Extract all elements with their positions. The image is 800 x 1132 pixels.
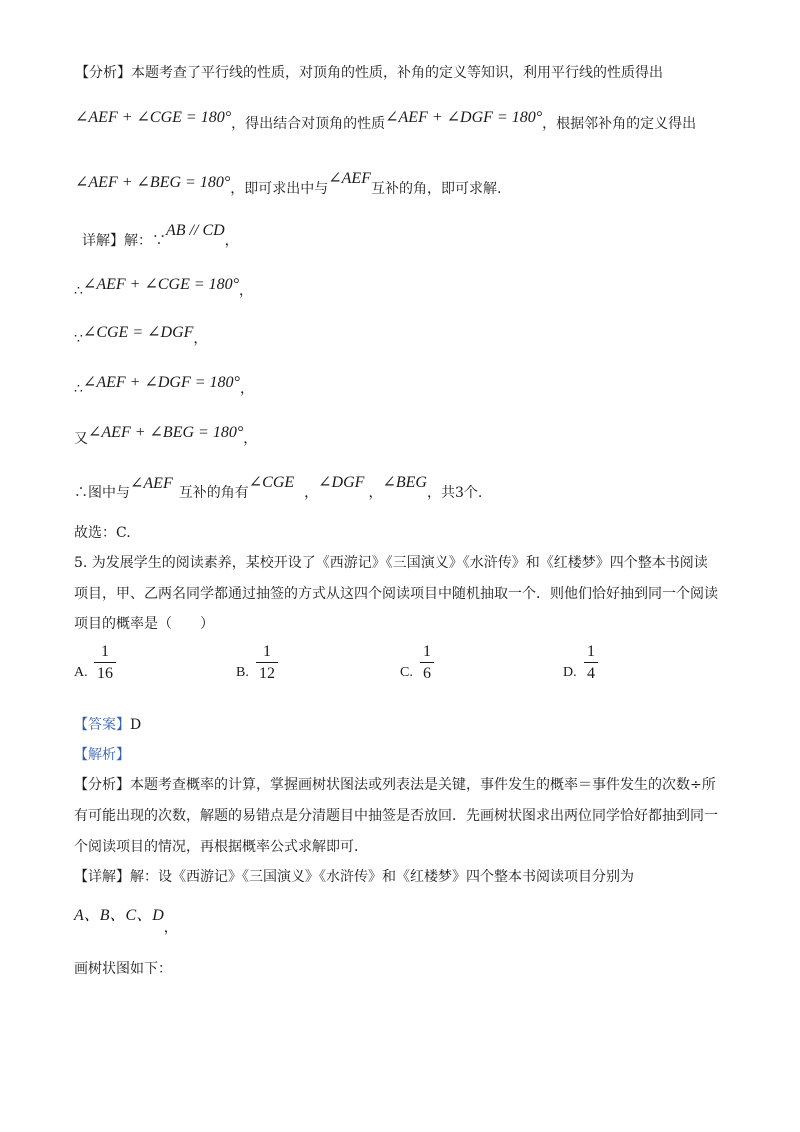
q5-abcd-line — [74, 907, 178, 936]
q4-angle-aef: ∠AEF — [130, 475, 173, 492]
q4-step2 — [74, 324, 208, 348]
q4-angle-cge: ∠CGE — [248, 474, 295, 491]
q4-step1-equation: ∠AEF + ∠CGE = 180° — [82, 276, 240, 293]
q4-step4-equation: ∠AEF + ∠BEG = 180° — [88, 424, 244, 441]
q5-tree-caption: 画树状图如下： — [74, 961, 172, 977]
q5-analysis-line2: 有可能出现的次数，解题的易错点是分清题目中抽签是否放回．先画树状图求出两位同学恰好都抽到同一 — [74, 808, 718, 824]
q5-stem-line3: 项目的概率是（ ） — [74, 616, 214, 632]
q4-text: 互补的角，即可求解. — [370, 181, 502, 197]
q5-comma: ， — [163, 920, 178, 936]
q4-comma: ， — [243, 431, 258, 447]
also-text: 又 — [74, 431, 88, 447]
q4-step3-equation: ∠AEF + ∠DGF = 180° — [82, 374, 240, 391]
q4-step3 — [74, 374, 254, 398]
q4-detail-line — [82, 222, 239, 250]
therefore-symbol: ∴ — [74, 381, 83, 397]
q4-equation-aef-cge: ∠AEF + ∠CGE = 180° — [75, 109, 232, 126]
q4-step4 — [74, 424, 258, 448]
option-d-denominator: 4 — [587, 665, 595, 682]
therefore-symbol: ∴ — [74, 283, 83, 299]
q5-answer — [74, 714, 141, 734]
q4-angle-aef: ∠AEF — [328, 170, 371, 187]
q4-analysis-line3 — [75, 170, 502, 198]
q4-step2-equation: ∠CGE = ∠DGF — [82, 324, 194, 341]
q4-analysis-line2 — [75, 109, 697, 133]
q4-comma: ， — [304, 485, 319, 501]
q4-text: ，即可求出中与 — [230, 181, 329, 197]
answer-value: D — [130, 717, 142, 733]
q4-text: ，共3个. — [426, 485, 483, 501]
q4-equation-aef-dgf: ∠AEF + ∠DGF = 180° — [385, 109, 543, 126]
q4-comma: ， — [368, 485, 383, 501]
option-d-numerator: 1 — [587, 643, 595, 660]
q4-step5 — [74, 474, 483, 502]
q4-analysis-line1: 【分析】本题考查了平行线的性质，对顶角的性质，补角的定义等知识，利用平行线的性质得出 — [75, 65, 663, 81]
q4-equation-aef-beg: ∠AEF + ∠BEG = 180° — [75, 174, 231, 191]
option-a-numerator: 1 — [101, 643, 109, 660]
q5-analysis-line3: 个阅读项目的情况，再根据概率公式求解即可． — [74, 839, 368, 855]
q4-detail-prefix: 详解】解：∵ — [82, 233, 166, 249]
q4-comma: ， — [239, 283, 254, 299]
q4-step1 — [74, 276, 254, 300]
q4-comma: ， — [224, 233, 239, 249]
q5-stem-line2: 项目，甲、乙两名同学都通过抽签的方式从这四个阅读项目中随机抽取一个．则他们恰好抽到同一个阅读 — [74, 586, 718, 602]
q4-text: 互补的角有 — [178, 485, 249, 501]
q5-detail-line1: 【详解】解：设《西游记》《三国演义》《水浒传》和《红楼梦》四个整本书阅读项目分别为 — [74, 869, 634, 885]
q4-angle-beg: ∠BEG — [382, 474, 427, 491]
option-d-fraction — [584, 643, 598, 683]
option-a-label: A. — [74, 665, 88, 680]
option-c-fraction — [420, 643, 434, 683]
q5-stem-line1: 5. 为发展学生的阅读素养，某校开设了《西游记》《三国演义》《水浒传》和《红楼梦》四个整本书阅读 — [74, 555, 708, 571]
option-d-label: D. — [563, 665, 577, 680]
q5-analysis-line1: 【分析】本题考查概率的计算，掌握画树状图法或列表法是关键，事件发生的概率＝事件发生的次数÷所 — [74, 777, 716, 793]
option-a-denominator: 16 — [97, 665, 113, 682]
q4-angle-dgf: ∠DGF — [318, 474, 365, 491]
option-b-denominator: 12 — [259, 665, 275, 682]
q4-text: ∴图中与 — [74, 485, 130, 501]
option-b-fraction — [256, 643, 278, 683]
q4-comma: ， — [239, 381, 254, 397]
q4-comma: ， — [193, 331, 208, 347]
option-a-fraction — [94, 643, 116, 683]
option-c-numerator: 1 — [423, 643, 431, 660]
q4-choice: 故选：C. — [74, 525, 131, 541]
option-c-denominator: 6 — [423, 665, 431, 682]
q4-parallel-ab-cd: AB // CD — [166, 222, 225, 239]
option-c-label: C. — [400, 665, 413, 680]
option-b-numerator: 1 — [263, 643, 271, 660]
option-b-label: B. — [236, 665, 249, 680]
because-symbol: ∵ — [74, 331, 83, 347]
q5-items-abcd: A、B、C、D — [74, 907, 164, 924]
q4-text: ，得出结合对顶角的性质 — [231, 116, 386, 132]
q5-jiexi-tag: 【解析】 — [74, 747, 130, 763]
q4-text: ，根据邻补角的定义得出 — [542, 116, 697, 132]
answer-tag: 【答案】 — [74, 717, 130, 733]
